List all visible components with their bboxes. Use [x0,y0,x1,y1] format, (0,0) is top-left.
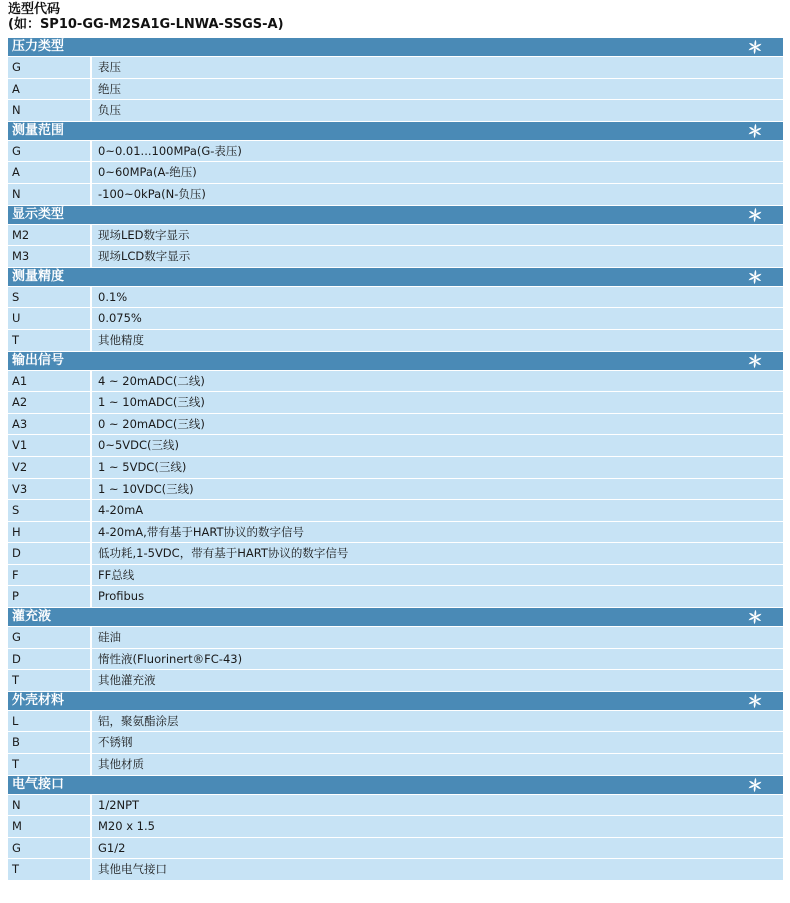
table-row [8,711,783,732]
option-description: FF总线 [92,565,783,586]
option-code: V2 [8,457,90,478]
table-row [8,479,783,500]
table-row [8,100,783,121]
option-code: M [8,816,90,837]
table-row [8,457,783,478]
option-code: G [8,838,90,859]
option-description: 其他电气接口 [92,859,783,880]
section-measuring-range [8,122,783,205]
option-code: D [8,649,90,670]
fan-icon [747,269,763,285]
section-display-type [8,206,783,267]
fan-icon [747,123,763,139]
table-row [8,838,783,859]
option-code: F [8,565,90,586]
option-code: N [8,795,90,816]
option-code: H [8,522,90,543]
table-row [8,287,783,308]
option-code: A3 [8,414,90,435]
option-code: P [8,586,90,607]
option-description: 1 ~ 10VDC(三线) [92,479,783,500]
option-code: A [8,79,90,100]
table-row [8,627,783,648]
table-row [8,414,783,435]
table-row [8,330,783,351]
option-description: 0~60MPa(A-绝压) [92,162,783,183]
section-header-label: 压力类型 [12,39,65,54]
fan-icon [747,353,763,369]
option-description: 0.1% [92,287,783,308]
table-row [8,246,783,267]
option-description: 1/2NPT [92,795,783,816]
option-description: 低功耗,1-5VDC，带有基于HART协议的数字信号 [92,543,783,564]
section-header-label: 电气接口 [12,776,65,792]
option-code: G [8,627,90,648]
section-header-label: 测量精度 [12,268,65,284]
option-description: 4 ~ 20mADC(二线) [92,371,783,392]
table-row [8,795,783,816]
option-code: S [8,500,90,521]
fan-icon [747,39,763,55]
section-fill-fluid [8,608,783,691]
option-code: B [8,732,90,753]
option-description: M20 x 1.5 [92,816,783,837]
option-code: T [8,859,90,880]
table-row [8,670,783,691]
option-code: L [8,711,90,732]
section-output-signal [8,352,783,608]
table-row [8,435,783,456]
page-title: 选型代码 [8,2,61,17]
section-header [8,352,783,370]
option-code: N [8,100,90,121]
fan-icon [747,609,763,625]
section-pressure-type [8,38,783,121]
section-header-label: 测量范围 [12,122,65,138]
example-code: (如：SP10-GG-M2SA1G-LNWA-SSGS-A) [8,17,284,32]
table-row [8,225,783,246]
option-description: 硅油 [92,627,783,648]
option-description: 其他精度 [92,330,783,351]
section-header [8,206,783,224]
table-row [8,859,783,880]
option-code: G [8,141,90,162]
fan-icon [747,693,763,709]
option-code: D [8,543,90,564]
title-block [0,0,790,34]
option-code: U [8,308,90,329]
table-row [8,732,783,753]
option-description: 负压 [92,100,783,121]
option-description: 现场LED数字显示 [92,225,783,246]
option-description: 其他材质 [92,754,783,775]
option-code: G [8,57,90,78]
section-header [8,38,783,56]
option-code: T [8,754,90,775]
section-header [8,268,783,286]
section-housing-material [8,692,783,775]
option-description: Profibus [92,586,783,607]
option-description: 铝，聚氨酯涂层 [92,711,783,732]
option-code: V3 [8,479,90,500]
table-row [8,141,783,162]
option-code: A2 [8,392,90,413]
table-row [8,57,783,78]
table-row [8,79,783,100]
option-description: 现场LCD数字显示 [92,246,783,267]
table-row [8,565,783,586]
option-description: 1 ~ 5VDC(三线) [92,457,783,478]
table-row [8,308,783,329]
option-code: N [8,184,90,205]
option-code: M2 [8,225,90,246]
option-description: 1 ~ 10mADC(三线) [92,392,783,413]
option-description: 其他灌充液 [92,670,783,691]
table-row [8,500,783,521]
option-code: M3 [8,246,90,267]
section-header-label: 灌充液 [12,609,52,625]
option-description: 0.075% [92,308,783,329]
option-description: 惰性液(Fluorinert®FC-43) [92,649,783,670]
fan-icon [747,207,763,223]
table-row [8,586,783,607]
section-header [8,608,783,626]
option-description: 0~0.01...100MPa(G-表压) [92,141,783,162]
section-header-label: 输出信号 [12,352,65,368]
section-accuracy [8,268,783,351]
option-code: T [8,670,90,691]
table-row [8,754,783,775]
fan-icon [747,777,763,793]
option-code: T [8,330,90,351]
option-code: V1 [8,435,90,456]
option-code: A1 [8,371,90,392]
section-header [8,122,783,140]
spec-table [8,38,783,881]
section-header-label: 外壳材料 [12,692,65,708]
table-row [8,392,783,413]
table-row [8,816,783,837]
table-row [8,371,783,392]
option-description: 0~5VDC(三线) [92,435,783,456]
section-header [8,776,783,794]
option-description: 4-20mA [92,500,783,521]
table-row [8,543,783,564]
section-header [8,692,783,710]
option-description: -100~0kPa(N-负压) [92,184,783,205]
option-description: 表压 [92,57,783,78]
option-code: A [8,162,90,183]
table-row [8,162,783,183]
option-description: 0 ~ 20mADC(三线) [92,414,783,435]
section-electrical-connection [8,776,783,880]
table-row [8,649,783,670]
option-description: 4-20mA,带有基于HART协议的数字信号 [92,522,783,543]
option-description: G1/2 [92,838,783,859]
option-description: 不锈钢 [92,732,783,753]
option-description: 绝压 [92,79,783,100]
table-row [8,184,783,205]
option-code: S [8,287,90,308]
section-header-label: 显示类型 [12,206,65,222]
table-row [8,522,783,543]
